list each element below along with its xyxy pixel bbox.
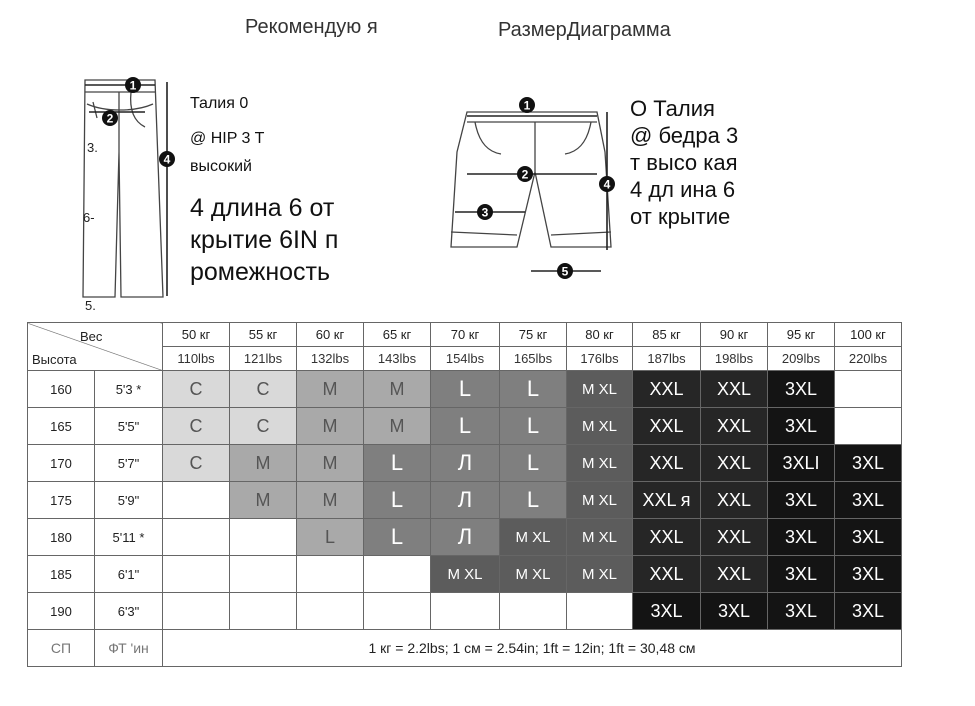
size-cell: 3XL [768,371,835,408]
header-right-title: РазмерДиаграмма [498,19,671,41]
table-row [28,556,902,593]
height-ft-cell: 5'5" [95,408,163,445]
size-cell [431,593,500,630]
size-cell: L [500,482,567,519]
size-chart-table [27,322,902,667]
lbs-header: 209lbs [768,347,835,371]
size-cell: L [431,371,500,408]
size-cell: М [364,371,431,408]
size-rows [28,371,902,630]
footer-unit-ft: ФТ 'ин [95,630,163,667]
shorts-number-5: 5 [561,264,569,279]
pants-diagram [75,72,185,312]
height-ft-cell: 5'9" [95,482,163,519]
size-cell: С [230,408,297,445]
size-cell: 3XL [768,593,835,630]
height-cm-cell: 185 [28,556,95,593]
size-cell: 3XL [768,519,835,556]
pants-number-4: 4 [163,152,171,167]
size-cell: М [297,408,364,445]
size-cell [230,593,297,630]
lbs-header: 110lbs [163,347,230,371]
kg-header: 50 кг [163,323,230,347]
size-cell: 3XL [835,519,902,556]
lbs-header: 176lbs [567,347,633,371]
lbs-header: 165lbs [500,347,567,371]
size-cell: L [500,371,567,408]
size-cell: 3XL [835,482,902,519]
size-cell: XXL [633,408,701,445]
shorts-labels: О Талия @ бедра 3 т высо кая 4 дл ина 6 от крытие [630,96,739,229]
pants-marker-6: 6- [83,210,95,225]
size-cell [364,593,431,630]
size-cell: XXL я [633,482,701,519]
size-cell: M XL [500,519,567,556]
size-cell: L [500,445,567,482]
size-cell: Л [431,519,500,556]
height-cm-cell: 190 [28,593,95,630]
kg-header: 80 кг [567,323,633,347]
size-cell: М [230,482,297,519]
size-cell: M XL [567,556,633,593]
size-cell [297,593,364,630]
size-cell [163,482,230,519]
size-cell: XXL [701,408,768,445]
size-cell [567,593,633,630]
size-cell: L [364,445,431,482]
table-row [28,482,902,519]
size-cell: XXL [701,445,768,482]
size-cell: 3XL [835,556,902,593]
size-cell: Л [431,445,500,482]
kg-header: 90 кг [701,323,768,347]
pants-marker-5: 5. [85,298,96,313]
size-cell: XXL [701,371,768,408]
size-cell: XXL [633,519,701,556]
size-cell: M XL [567,371,633,408]
size-cell: M XL [567,519,633,556]
size-cell: 3XL [835,593,902,630]
size-cell: 3XL [768,556,835,593]
footer-unit-cm: СП [28,630,95,667]
table-row [28,519,902,556]
pants-number-1: 1 [129,78,137,93]
height-cm-cell: 170 [28,445,95,482]
size-cell: 3XL [768,482,835,519]
size-cell [230,519,297,556]
size-cell: М [297,371,364,408]
size-cell: M XL [567,445,633,482]
kg-header: 70 кг [431,323,500,347]
height-axis-label: Высота [32,352,77,367]
lbs-header: 220lbs [835,347,902,371]
weight-axis-label: Вес [80,329,103,344]
size-cell [364,556,431,593]
size-cell: L [500,408,567,445]
size-cell: С [163,371,230,408]
size-cell: 3XL [633,593,701,630]
pants-label-high: высокий [190,158,252,175]
kg-header: 65 кг [364,323,431,347]
size-cell: С [163,408,230,445]
lbs-header: 143lbs [364,347,431,371]
size-cell: M XL [431,556,500,593]
size-cell: Л [431,482,500,519]
size-cell [297,556,364,593]
height-cm-cell: 180 [28,519,95,556]
size-cell: 3XL [701,593,768,630]
height-ft-cell: 5'3 * [95,371,163,408]
kg-header: 100 кг [835,323,902,347]
height-ft-cell: 6'3" [95,593,163,630]
size-cell: XXL [633,445,701,482]
pants-marker-3: 3. [87,140,98,155]
lbs-header: 187lbs [633,347,701,371]
size-cell [835,371,902,408]
lbs-header: 132lbs [297,347,364,371]
size-cell [835,408,902,445]
kg-header: 75 кг [500,323,567,347]
size-cell: 3XL [768,408,835,445]
size-cell [163,556,230,593]
size-cell: С [163,445,230,482]
size-cell: 3XLI [768,445,835,482]
height-cm-cell: 160 [28,371,95,408]
size-cell: XXL [633,371,701,408]
size-cell [163,519,230,556]
kg-header: 60 кг [297,323,364,347]
size-cell: L [364,519,431,556]
shorts-number-4: 4 [603,177,611,192]
shorts-diagram [445,92,625,287]
size-cell: М [230,445,297,482]
size-cell: 3XL [835,445,902,482]
size-cell: XXL [701,482,768,519]
table-corner-cell [28,323,163,371]
shorts-number-2: 2 [521,167,529,182]
size-cell: XXL [633,556,701,593]
size-cell: M XL [567,482,633,519]
shorts-number-3: 3 [481,205,489,220]
size-cell: XXL [701,519,768,556]
height-cm-cell: 175 [28,482,95,519]
size-cell: M XL [500,556,567,593]
size-cell: М [364,408,431,445]
size-cell: XXL [701,556,768,593]
size-cell [163,593,230,630]
size-cell: L [297,519,364,556]
size-cell [230,556,297,593]
kg-header: 55 кг [230,323,297,347]
conversion-note: 1 кг = 2.2lbs; 1 см = 2.54in; 1ft = 12in; 1ft = 30,48 см [163,630,902,667]
height-ft-cell: 5'7" [95,445,163,482]
height-ft-cell: 6'1" [95,556,163,593]
size-cell: С [230,371,297,408]
pants-label-length: 4 длина 6 от крытие 6IN п ромежность [190,194,339,286]
size-cell: L [431,408,500,445]
lbs-header: 198lbs [701,347,768,371]
size-cell: М [297,482,364,519]
size-cell: L [364,482,431,519]
lbs-header: 154lbs [431,347,500,371]
table-row [28,445,902,482]
lbs-header: 121lbs [230,347,297,371]
height-cm-cell: 165 [28,408,95,445]
size-cell: M XL [567,408,633,445]
size-cell: М [297,445,364,482]
table-row [28,408,902,445]
pants-number-2: 2 [106,111,114,126]
size-cell [500,593,567,630]
header-left-title: Рекомендую я [245,16,378,38]
pants-label-hip: @ HIP 3 T [190,130,265,147]
pants-label-waist: Талия 0 [190,95,249,112]
kg-header: 95 кг [768,323,835,347]
table-row [28,593,902,630]
kg-header: 85 кг [633,323,701,347]
table-row [28,371,902,408]
shorts-number-1: 1 [523,98,531,113]
height-ft-cell: 5'11 * [95,519,163,556]
